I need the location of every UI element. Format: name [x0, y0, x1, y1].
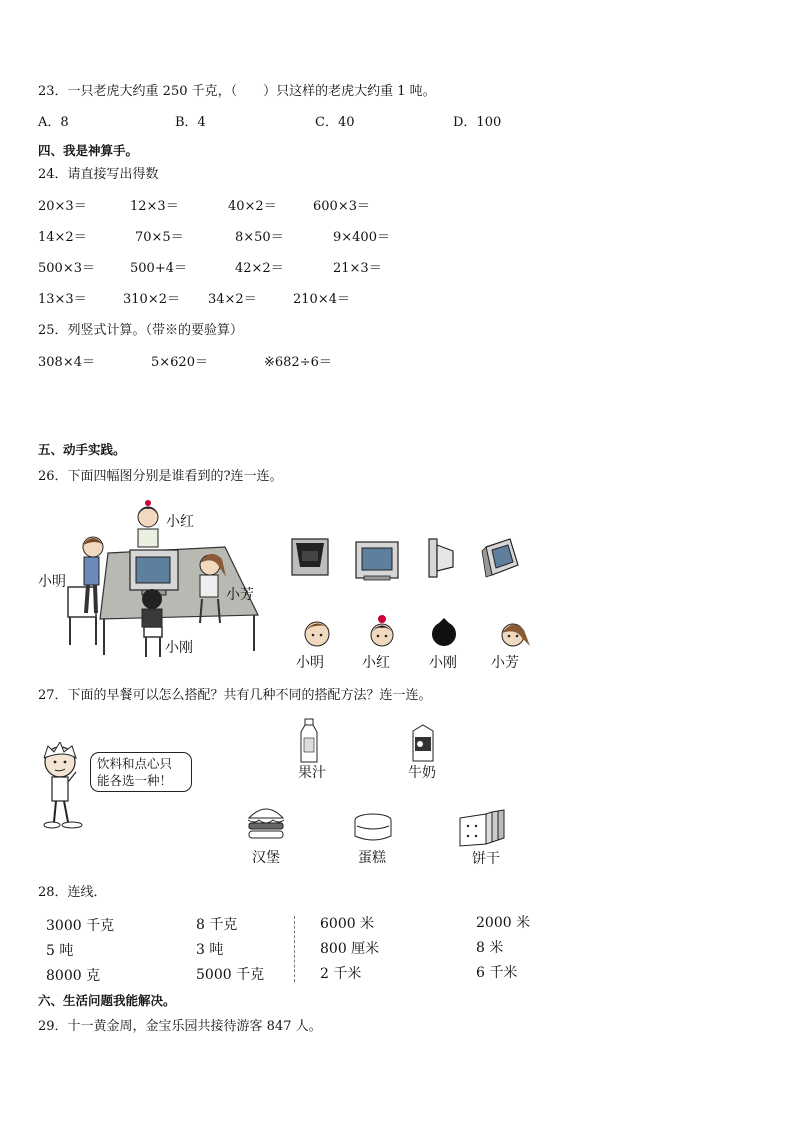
match-item: 6000 米 — [320, 916, 375, 932]
monitor-view-front — [354, 540, 400, 582]
q24-item: 40×2＝ — [228, 199, 277, 214]
match-item: 6 千米 — [476, 965, 518, 981]
q24-item: 8×50＝ — [235, 230, 284, 245]
q24-item: 12×3＝ — [130, 199, 179, 214]
kid-head-xiaoming-icon — [302, 616, 332, 650]
q24-item: 34×2＝ — [208, 292, 257, 307]
q23-option-a: A．8 — [38, 115, 69, 130]
monitor-view-back — [290, 537, 330, 579]
scene-label-top: 小红 — [166, 514, 194, 530]
match-item: 2 千米 — [320, 966, 362, 982]
section-5-heading: 五、动手实践。 — [38, 442, 126, 457]
match-item: 800 厘米 — [320, 941, 380, 957]
speech-bubble — [90, 752, 192, 792]
monitor-view-angle — [480, 535, 522, 579]
q23-option-b: B．4 — [175, 115, 206, 130]
scene-label-left: 小明 — [38, 574, 66, 590]
kid-label: 小芳 — [491, 655, 519, 671]
divider — [294, 916, 295, 982]
match-item: 5000 千克 — [196, 967, 265, 983]
q24-item: 14×2＝ — [38, 230, 87, 245]
q23-option-d: D．100 — [453, 115, 502, 130]
kid-head-xiaogang-icon — [430, 616, 458, 650]
q24-item: 310×2＝ — [123, 292, 180, 307]
q25-item: ※682÷6＝ — [264, 355, 332, 370]
q25-prompt: 25．列竖式计算。（带※的要验算） — [38, 323, 244, 338]
section-6-heading: 六、生活问题我能解决。 — [38, 993, 176, 1008]
kid-label: 小明 — [296, 655, 324, 671]
q24-item: 42×2＝ — [235, 261, 284, 276]
q24-item: 21×3＝ — [333, 261, 382, 276]
drink-label: 牛奶 — [408, 765, 436, 781]
q24-item: 210×4＝ — [293, 292, 350, 307]
boy-thinking-illustration — [34, 742, 90, 832]
speech-bubble-line: 能各选一种！ — [97, 773, 173, 788]
kid-label: 小刚 — [429, 655, 457, 671]
match-item: 8 米 — [476, 940, 504, 956]
hamburger-icon — [245, 800, 287, 842]
q24-item: 500+4＝ — [130, 261, 187, 276]
snack-label: 饼干 — [472, 851, 500, 867]
q24-item: 13×3＝ — [38, 292, 87, 307]
q24-item: 600×3＝ — [313, 199, 370, 214]
q24-item: 20×3＝ — [38, 199, 87, 214]
q23-option-c: C．40 — [315, 115, 355, 130]
q27-prompt: 27．下面的早餐可以怎么搭配？共有几种不同的搭配方法？连一连。 — [38, 688, 432, 703]
q29-prompt: 29．十一黄金周，金宝乐园共接待游客 847 人。 — [38, 1019, 322, 1034]
snack-label: 汉堡 — [252, 850, 280, 866]
scene-label-right: 小芳 — [226, 587, 254, 603]
kid-head-xiaohong-icon — [368, 614, 396, 650]
biscuits-icon — [456, 808, 512, 848]
drink-label: 果汁 — [298, 765, 326, 781]
match-item: 5 吨 — [46, 943, 74, 959]
match-item: 8 千克 — [196, 917, 238, 933]
match-item: 8000 克 — [46, 968, 101, 984]
q25-item: 5×620＝ — [151, 355, 208, 370]
q26-prompt: 26．下面四幅图分别是谁看到的?连一连。 — [38, 469, 283, 484]
q28-prompt: 28．连线． — [38, 885, 107, 900]
scene-label-bottom: 小刚 — [165, 640, 193, 656]
milk-carton-icon — [407, 723, 439, 763]
cake-icon — [352, 812, 394, 844]
kid-label: 小红 — [362, 655, 390, 671]
q23-question: 23．一只老虎大约重 250 千克，（ ）只这样的老虎大约重 1 吨。 — [38, 84, 436, 99]
q24-item: 70×5＝ — [135, 230, 184, 245]
match-item: 3 吨 — [196, 942, 224, 958]
kid-head-xiaofang-icon — [498, 616, 532, 652]
q24-item: 9×400＝ — [333, 230, 390, 245]
speech-bubble-line: 饮料和点心只 — [97, 756, 173, 771]
monitor-view-side — [425, 537, 459, 579]
q24-prompt: 24．请直接写出得数 — [38, 167, 159, 182]
q25-item: 308×4＝ — [38, 355, 95, 370]
q24-item: 500×3＝ — [38, 261, 95, 276]
juice-bottle-icon — [298, 718, 320, 764]
section-4-heading: 四、我是神算手。 — [38, 143, 139, 158]
match-item: 2000 米 — [476, 915, 531, 931]
snack-label: 蛋糕 — [358, 850, 386, 866]
match-item: 3000 千克 — [46, 918, 115, 934]
